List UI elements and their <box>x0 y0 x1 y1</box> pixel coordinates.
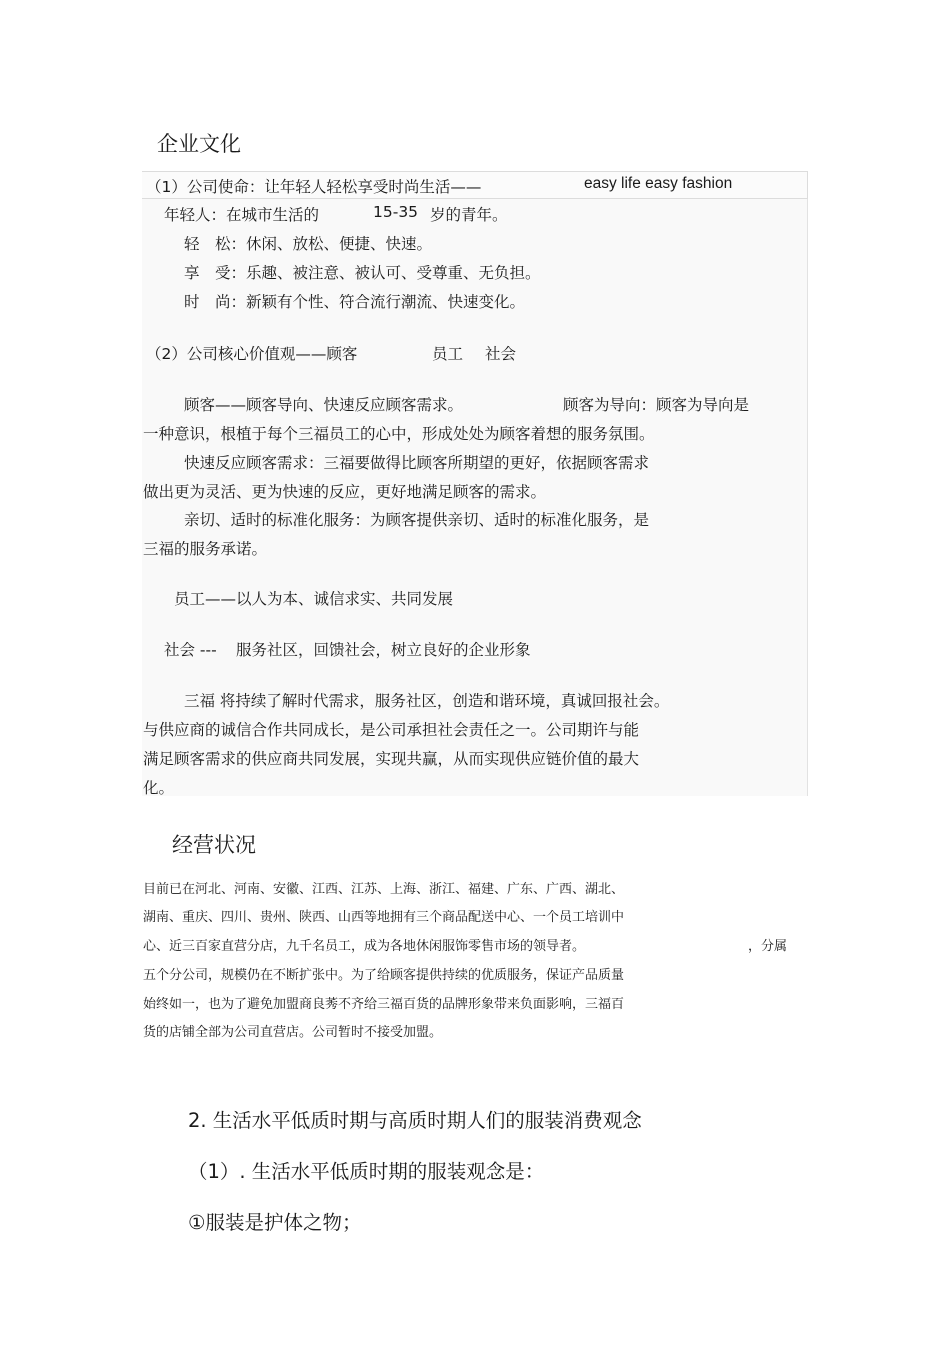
values-society: 社会 <box>485 345 517 363</box>
responsibility-line-c: 满足顾客需求的供应商共同发展，实现共赢，从而实现供应链价值的最大 <box>143 750 640 768</box>
section2-item-1: ①服装是护体之物； <box>188 1211 362 1234</box>
values-staff: 员工 <box>432 345 464 363</box>
youth-age: 15-35 <box>373 203 419 221</box>
quick-line-a: 快速反应顾客需求：三福要做得比顾客所期望的更好，依据顾客需求 <box>184 454 650 472</box>
youth-suffix: 岁的青年。 <box>430 206 508 224</box>
relax-line: 轻 松：休闲、放松、便捷、快速。 <box>184 235 433 253</box>
mission-label: （1）公司使命：让年轻人轻松享受时尚生活—— <box>146 178 482 196</box>
mission-english: easy life easy fashion <box>584 175 733 192</box>
values-label: （2）公司核心价值观——顾客 <box>146 345 358 363</box>
customer-line-c: 一种意识，根植于每个三福员工的心中，形成处处为顾客着想的服务氛围。 <box>143 425 655 443</box>
responsibility-line-a: 三福 将持续了解时代需求，服务社区，创造和谐环境，真诚回报社会。 <box>184 692 670 710</box>
culture-heading: 企业文化 <box>157 132 241 156</box>
enjoy-line: 享 受：乐趣、被注意、被认可、受尊重、无负担。 <box>184 264 541 282</box>
quick-line-b: 做出更为灵活、更为快速的反应，更好地满足顾客的需求。 <box>143 483 547 501</box>
staff-line: 员工——以人为本、诚信求实、共同发展 <box>174 590 454 608</box>
fashion-line: 时 尚：新颖有个性、符合流行潮流、快速变化。 <box>184 293 526 311</box>
operations-heading: 经营状况 <box>172 833 256 857</box>
society-label: 社会 --- <box>164 641 217 659</box>
customer-line-a: 顾客——顾客导向、快速反应顾客需求。 <box>184 396 464 414</box>
operations-line-2: 湖南、重庆、四川、贵州、陕西、山西等地拥有三个商品配送中心、一个员工培训中 <box>143 910 625 925</box>
customer-line-b: 顾客为导向：顾客为导向是 <box>563 396 750 414</box>
responsibility-line-b: 与供应商的诚信合作共同成长，是公司承担社会责任之一。公司期许与能 <box>143 721 640 739</box>
society-text: 服务社区，回馈社会，树立良好的企业形象 <box>236 641 531 659</box>
operations-line-6: 货的店铺全部为公司直营店。公司暂时不接受加盟。 <box>143 1025 443 1040</box>
operations-line-1: 目前已在河北、河南、安徽、江西、江苏、上海、浙江、福建、广东、广西、湖北、 <box>143 882 625 897</box>
standard-line-b: 三福的服务承诺。 <box>143 540 268 558</box>
operations-line-3-tail: ，分属 <box>748 939 788 954</box>
standard-line-a: 亲切、适时的标准化服务：为顾客提供亲切、适时的标准化服务，是 <box>184 511 650 529</box>
operations-line-5: 始终如一，也为了避免加盟商良莠不齐给三福百货的品牌形象带来负面影响，三福百 <box>143 997 625 1012</box>
youth-label: 年轻人：在城市生活的 <box>164 206 320 224</box>
responsibility-line-d: 化。 <box>143 779 175 797</box>
section2-title: 2. 生活水平低质时期与高质时期人们的服装消费观念 <box>188 1109 642 1132</box>
operations-line-4: 五个分公司，规模仍在不断扩张中。为了给顾客提供持续的优质服务，保证产品质量 <box>143 968 625 983</box>
operations-line-3: 心、近三百家直营分店，九千名员工，成为各地休闲服饰零售市场的领导者。 <box>143 939 586 954</box>
section2-subheading: （1）. 生活水平低质时期的服装观念是： <box>188 1160 545 1183</box>
